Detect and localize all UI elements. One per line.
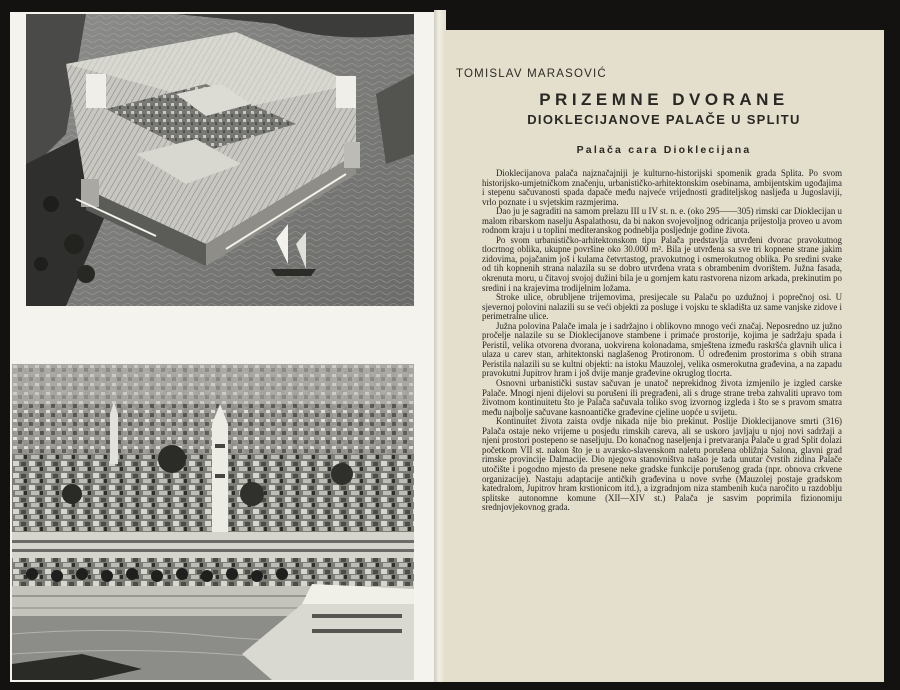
article-title-line-1: PRIZEMNE DVORANE <box>539 90 789 109</box>
right-page <box>444 30 884 682</box>
left-page <box>10 12 438 682</box>
body-paragraph: Kontinuitet života zaista ovdje nikada nije bio prekinut. Poslije Dioklecijanove smrti (316) Palača ostaje neko vrijeme u posjedu rimskih careva, ali se uskoro javljaju u njoj novi sadržaji a njeni prostori postepeno se naseljuju. Do konačnog naseljenja i pretvaranja Palače u grad Split dolazi početkom VII st. nakon što je u avarsko-slavenskom naletu porušena obližnja Salona, glavni grad rimske provincije Dalmacije. Dio njegova stanovništva našao je tada unutar čvrstih zidina Palače utočište i pogodno mjesto da presene neke gradske funkcije porušenog grada (npr. obnova crkvene organizacije). Nastaju adaptacije antičkih građevina u nove svrhe (Mauzolej postaje gradskom katedralom, Jupitrov hram krstionicom itd.), a izgradnjom niza stambenih kuća naročito u razdoblju splitske autonomne komune (XII—XIV st.) Palača je sasvim poprimila fizionomiju srednjovjekovnog grada. <box>482 416 842 513</box>
body-paragraph: Južna polovina Palače imala je i sadržajno i oblikovno mnogo veći značaj. Neposredno uz južno pročelje nalazile su se Dioklecijanove stambene i primaće prostorije, kojima je sadržaju spada i Peristil, velika otvorena dvorana, uokvirena kolonadama, smještena između raskršća glavnih ulica i ulaza u carev stan, arhitektonski naglašenog Protironom. U određenim prostorima s obih strana Peristila nalazili su se kultni objekti: na istoku Mauzolej, velika osmerokutna građevina, a na zapadu pravokutni Jupitrov hram i još dvije manje građevine okruglog tlocrta. <box>482 320 842 379</box>
body-paragraph: Dao ju je sagraditi na samom prelazu III u IV st. n. e. (oko 295——305) rimski car Dioklecijan u malom ribarskom naselju Aspalathosu, da bi nakon svojevoljnog odricanja prijestolja proveo u avom rodnom kraju i u toplini mediteranskog podneblja posljednje godine života. <box>482 206 842 236</box>
aerial-reconstruction-photo <box>26 14 414 306</box>
body-paragraph: Osnovni urbanistički sustav sačuvan je unatoč neprekidnog života izmjenilo je izgled carske Palače. Mnogi njeni dijelovi su porušeni ili pregrađeni, ali s druge strane treba zahvaliti upravo tom životnom kontinuitetu što je Palača sačuvala toliko svog izvornog izgleda i što se s pravom smatra među najbolje sačuvane kasnoantičke građevine cjeline uopće u svijetu. <box>482 378 842 417</box>
body-paragraph: Po svom urbanističko-arhitektonskom tipu Palača predstavlja utvrđeni dvorac pravokutnog tlocrtnog oblika, ukupne površine oko 30.000 m². Bila je utvrđena sa sve tri kopnene strane jakim zidovima, pojačanim još i kulama četvrtastog, pravokutnog i osmerokutnog oblika. Po sredini svake od tih kopnenih strana nalazila su se dobro utvrđena vrata s obrambenim dvorištem. Južna fasada, okrenuta moru, u čitavoj svojoj dužini bila je u gornjem katu rastvorena nizom arkada, prekinutim po sredini i na krajevima trodijelnim ložama. <box>482 234 842 293</box>
body-paragraph: Stroke ulice, obrubljene trijemovima, presijecale su Palaču po uzdužnoj i poprečnoj osi. U sjevernoj polovini nalazili su se veći objekti za posluge i vojsku te skladišta uz same vanjske zidove i perimetralne ulice. <box>482 292 842 322</box>
author-name: TOMISLAV MARASOVIĆ <box>456 68 607 80</box>
section-subtitle: Palača cara Dioklecijana <box>576 144 752 156</box>
body-paragraph: Dioklecijanova palača najznačajniji je kulturno-historijski spomenik grada Splita. Po svom historijsko-umjetničkom značenju, urbanističko-arhitektonskim osebinama, ambijentskim ugođajima i stepenu sačuvanosti spada dapače među najveće vrijednosti graditeljskog nasljeđa u Jugoslaviji, vrlo poznate i u svjetskim razmjerima. <box>482 168 842 207</box>
split-city-aerial-photo <box>12 364 414 680</box>
article-title-line-2: DIOKLECIJANOVE PALAČE U SPLITU <box>527 112 801 127</box>
article-body <box>482 169 842 513</box>
